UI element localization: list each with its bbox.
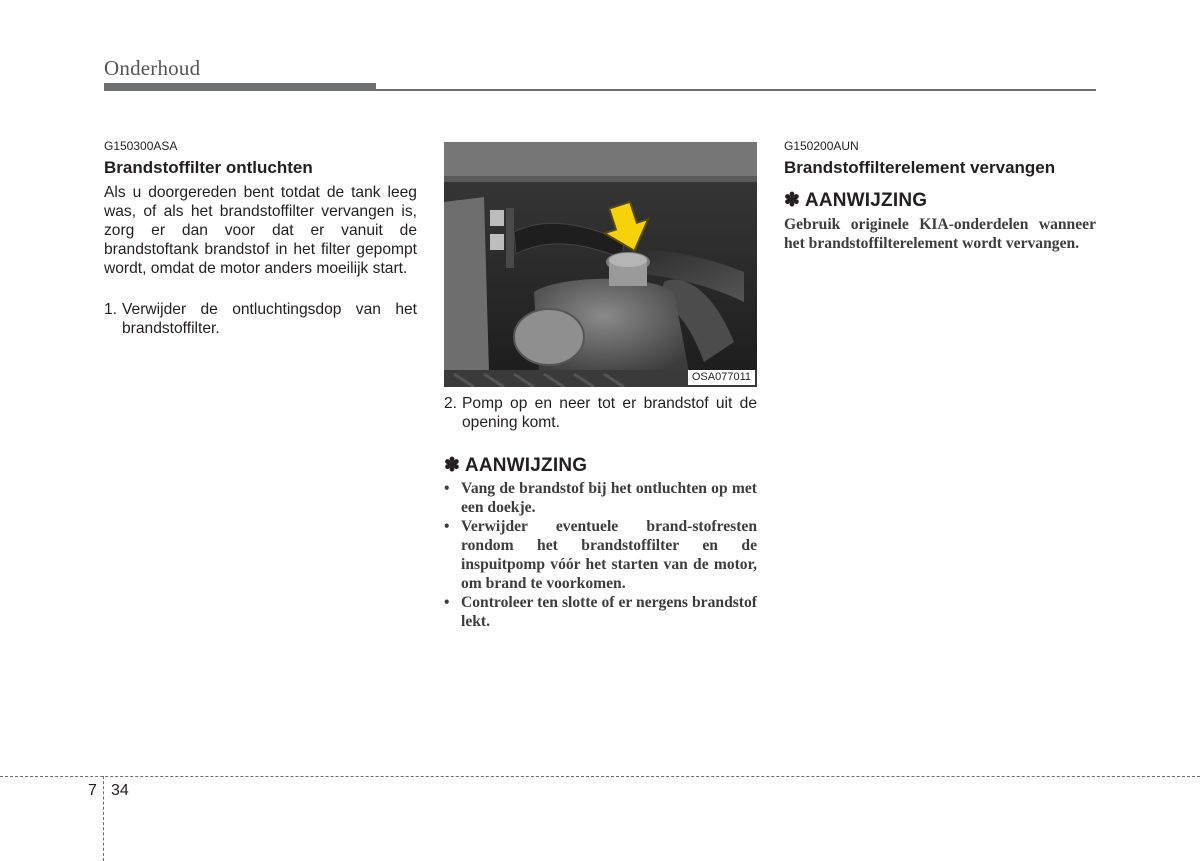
bullet-dot: • xyxy=(444,480,450,497)
engine-photo-illustration xyxy=(444,142,757,387)
engine-figure xyxy=(444,142,757,387)
left-section-code: G150300ASA xyxy=(104,139,178,153)
note-bullet-text: Controleer ten slotte of er nergens brandstof lekt. xyxy=(461,594,757,630)
step-1-text: Verwijder de ontluchtingsdop van het brandstoffilter. xyxy=(122,301,417,337)
step-2-text: Pomp op en neer tot er brandstof uit de opening komt. xyxy=(462,395,757,431)
header-rule-thin xyxy=(376,89,1096,91)
page-number: 34 xyxy=(111,782,129,799)
middle-note-bullets xyxy=(444,479,757,631)
bullet-dot: • xyxy=(444,594,450,611)
middle-note-title: ✽ AANWIJZING xyxy=(444,455,588,476)
right-section-code: G150200AUN xyxy=(784,139,859,153)
header-rule-thick xyxy=(104,83,376,91)
note-bullet-text: Vang de brandstof bij het ontluchten op met een doekje. xyxy=(461,480,757,516)
step-1 xyxy=(104,300,417,338)
step-1-number: 1. xyxy=(104,301,118,318)
right-heading: Brandstoffilterelement vervangen xyxy=(784,158,1056,177)
right-note-text: Gebruik originele KIA-onderdelen wanneer het brandstoffilterelement wordt vervangen. xyxy=(784,216,1096,252)
left-heading: Brandstoffilter ontluchten xyxy=(104,158,313,177)
right-note-title: ✽ AANWIJZING xyxy=(784,190,928,211)
step-2 xyxy=(444,394,757,432)
left-paragraph: Als u doorgereden bent totdat de tank leeg was, of als het brandstoffilter vervangen is, zorg er dan voor dat er vanuit de brandstoftank brandstof in het filter gepompt wordt, omdat de motor anders moeilijk start. xyxy=(104,184,417,277)
footer-dashed-divider xyxy=(103,776,104,861)
note-bullet-text: Verwijder eventuele brand-stofresten rondom het brandstoffilter en de inspuitpomp vóór het starten van de motor, om brand te voorkomen. xyxy=(461,518,757,592)
bullet-dot: • xyxy=(444,518,450,535)
note-bullet xyxy=(444,517,757,593)
footer-dashed-rule xyxy=(0,776,1200,777)
figure-code-label: OSA077011 xyxy=(688,370,755,385)
note-bullet xyxy=(444,593,757,631)
step-2-number: 2. xyxy=(444,395,458,412)
chapter-number: 7 xyxy=(88,782,97,799)
section-title: Onderhoud xyxy=(104,56,201,80)
note-bullet xyxy=(444,479,757,517)
